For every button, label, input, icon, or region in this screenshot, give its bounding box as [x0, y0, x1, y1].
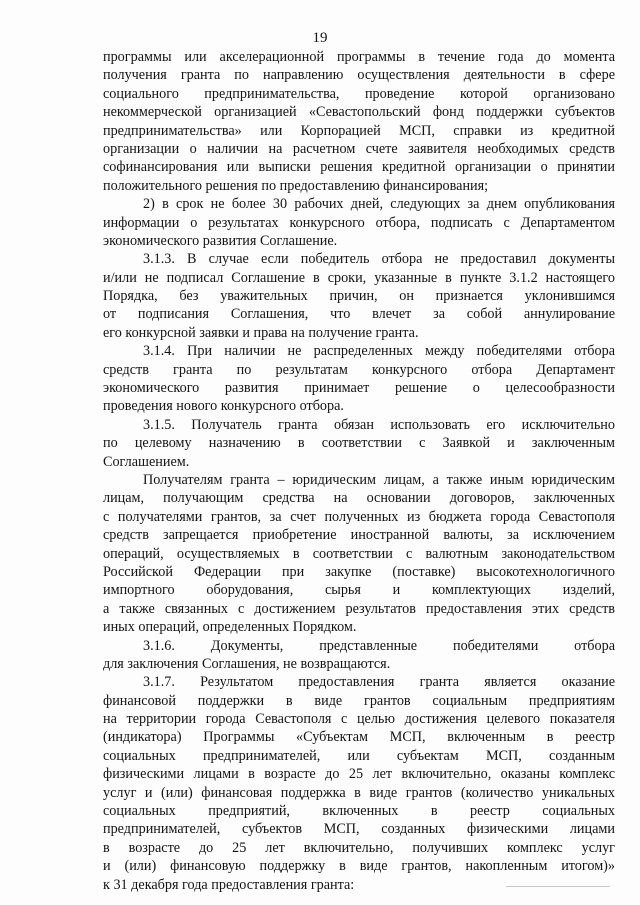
text-line: положительного решения по предоставлению финансирования; — [103, 177, 489, 194]
text-line: 3.1.5. Получатель гранта обязан использовать его исключительно — [143, 416, 615, 433]
text-line: (индикатора) Программы «Субъектам МСП, включенным в реестр — [103, 729, 615, 746]
text-line: организации о наличии на расчетном счете заявителя необходимых средств — [103, 140, 615, 157]
text-line: Получателям гранта – юридическим лицам, а также иным юридическим — [143, 471, 615, 488]
page-number: 19 — [312, 30, 328, 46]
text-line: импортного оборудования, сырья и комплектующих изделий, — [103, 582, 615, 599]
text-line: предпринимателей, субъектов МСП, созданных физическими лицами — [103, 821, 615, 838]
text-line: операций, осуществляемых в соответствии с валютным законодательством — [103, 545, 615, 562]
text-line: на территории города Севастополя с целью достижения целевого показателя — [103, 711, 615, 728]
text-line: проведения нового конкурсного отбора. — [103, 398, 344, 415]
text-line: и/или не подписал Соглашение в сроки, указанные в пункте 3.1.2 настоящего — [103, 269, 615, 286]
text-line: информации о результатах конкурсного отбора, подписать с Департаментом — [103, 214, 615, 231]
text-line: финансовой поддержки в виде грантов социальным предприятиям — [103, 692, 615, 709]
text-line: физическими лицами в возрасте до 25 лет включительно, оказаны комплекс — [103, 766, 615, 783]
text-line: 3.1.7. Результатом предоставления гранта является оказание — [143, 674, 615, 691]
text-line: социальных предприятий, включенных в реестр социальных — [103, 803, 615, 820]
text-line: Порядка, без уважительных причин, он признается уклонившимся — [103, 288, 615, 305]
text-line: Соглашением. — [103, 453, 190, 470]
text-line: софинансирования или выписки решения кредитной организации о принятии — [103, 159, 615, 176]
text-line: с получателями грантов, за счет полученных из бюджета города Севастополя — [103, 508, 615, 525]
text-line: 3.1.6. Документы, представленные победителями отбора — [143, 637, 615, 654]
text-line: лицам, получающим средства на основании договоров, заключенных — [103, 490, 615, 507]
text-line: предпринимательства» или Корпорацией МСП, справки из кредитной — [103, 122, 615, 139]
text-line: экономического развития Соглашение. — [103, 232, 338, 249]
text-line: средств запрещается приобретение иностранной валюты, за исключением — [103, 527, 615, 544]
document-body — [103, 48, 615, 894]
text-line: социальных предпринимателей, или субъектам МСП, созданным — [103, 747, 615, 764]
text-line: 3.1.3. В случае если победитель отбора не предоставил документы — [143, 251, 615, 268]
text-line: получения гранта по направлению осуществления деятельности в сфере — [103, 67, 615, 84]
text-line: и (или) финансовую поддержку в виде грантов, накопленным итогом)» — [103, 858, 615, 875]
text-line: 3.1.4. При наличии не распределенных между победителями отбора — [143, 343, 615, 360]
text-line: его конкурсной заявки и права на получение гранта. — [103, 324, 419, 341]
text-line: а также связанных с достижением результатов предоставления этих средств — [103, 600, 615, 617]
text-line: 2) в срок не более 30 рабочих дней, следующих за днем опубликования — [143, 196, 615, 213]
text-line: к 31 декабря года предоставления гранта: — [103, 876, 355, 893]
text-line: программы или акселерационной программы в течение года до момента — [103, 49, 615, 65]
text-line: от подписания Соглашения, что влечет за собой аннулирование — [103, 306, 615, 323]
text-line: услуг и (или) финансовая поддержка в виде грантов (количество уникальных — [103, 784, 615, 801]
text-line: социального предпринимательства, проведение которой организовано — [103, 85, 615, 102]
text-line: иных операций, определенных Порядком. — [103, 619, 357, 636]
text-line: Российской Федерации при закупке (поставке) высокотехнологичного — [103, 563, 615, 580]
text-line: по целевому назначению в соответствии с Заявкой и заключенным — [103, 435, 615, 452]
text-line: экономического развития принимает решение о целесообразности — [103, 380, 615, 397]
text-line: средств гранта по результатам конкурсного отбора Департамент — [103, 361, 615, 378]
text-line: некоммерческой организацией «Севастопольский фонд поддержки субъектов — [103, 104, 615, 121]
text-line: для заключения Соглашения, не возвращаются. — [103, 655, 391, 672]
text-line: в возрасте до 25 лет включительно, получивших комплекс услуг — [103, 839, 615, 856]
scan-mark — [506, 886, 610, 887]
